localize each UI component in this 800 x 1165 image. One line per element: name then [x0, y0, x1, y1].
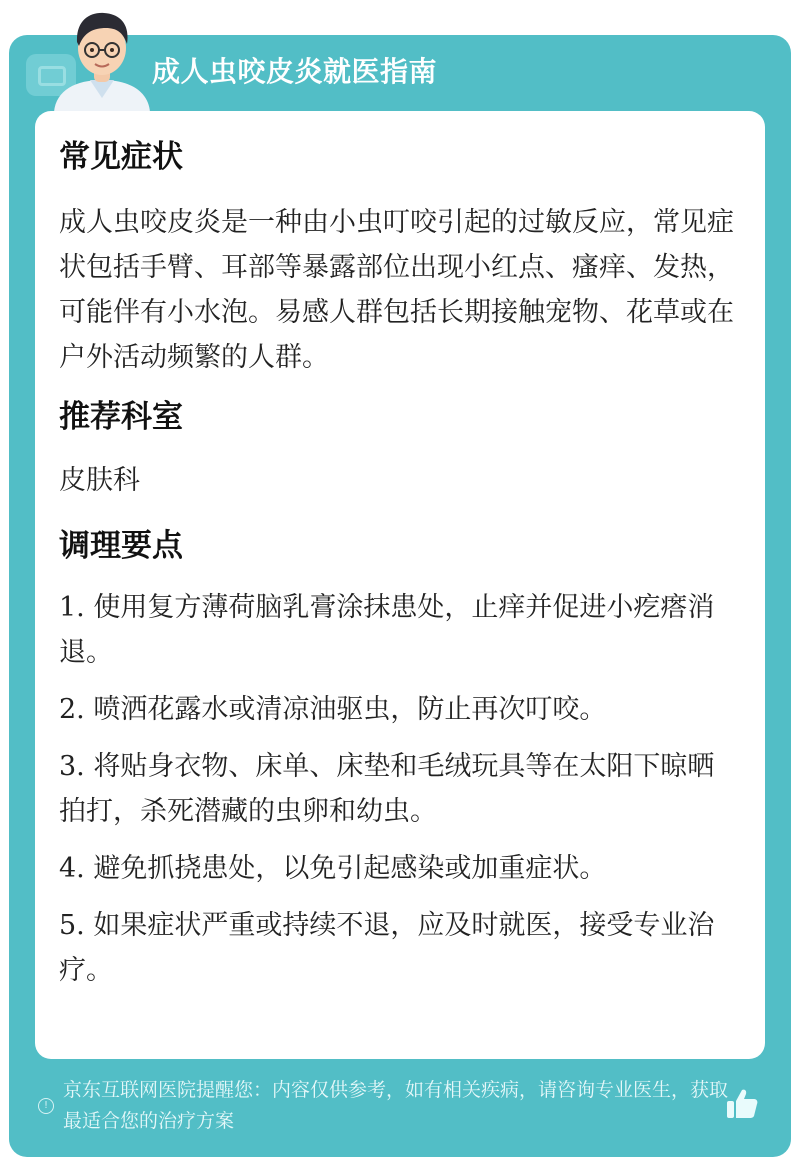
- disclaimer-text: 京东互联网医院提醒您：内容仅供参考，如有相关疾病，请咨询专业医生，获取最适合您的治疗方案: [63, 1079, 729, 1132]
- symptoms-text: 成人虫咬皮炎是一种由小虫叮咬引起的过敏反应，常见症状包括手臂、耳部等暴露部位出现小红点、瘙痒、发热，可能伴有小水泡。易感人群包括长期接触宠物、花草或在户外活动频繁的人群。: [59, 207, 734, 373]
- care-item-number: 1.: [59, 592, 85, 623]
- care-item: [59, 903, 739, 993]
- care-item-text: 使用复方薄荷脑乳膏涂抹患处，止痒并促进小疙瘩消退。: [59, 592, 715, 668]
- care-item-text: 避免抓挠患处，以免引起感染或加重症状。: [93, 853, 607, 884]
- care-item: [59, 846, 739, 891]
- care-item-number: 2.: [59, 694, 85, 725]
- guide-content: [59, 128, 739, 1005]
- department-value: 皮肤科: [59, 465, 140, 496]
- care-item-text: 喷洒花露水或清凉油驱虫，防止再次叮咬。: [93, 694, 607, 725]
- department-heading: 推荐科室: [59, 399, 183, 435]
- care-item-text: 如果症状严重或持续不退，应及时就医，接受专业治疗。: [59, 910, 715, 986]
- info-icon: !: [38, 1098, 54, 1114]
- care-item: [59, 585, 739, 675]
- care-item: [59, 687, 739, 732]
- thumbs-up-icon[interactable]: [724, 1086, 760, 1122]
- care-item-number: 4.: [59, 853, 85, 884]
- symptoms-heading: 常见症状: [59, 139, 183, 175]
- care-item-text: 将贴身衣物、床单、床垫和毛绒玩具等在太阳下晾晒拍打，杀死潜藏的虫卵和幼虫。: [59, 751, 715, 827]
- care-item: [59, 744, 739, 834]
- care-list: [59, 585, 739, 993]
- page-title: 成人虫咬皮炎就医指南: [152, 55, 438, 88]
- doctor-avatar-icon: [46, 6, 158, 112]
- care-item-number: 5.: [59, 910, 85, 941]
- care-item-number: 3.: [59, 751, 85, 782]
- care-heading: 调理要点: [59, 528, 183, 564]
